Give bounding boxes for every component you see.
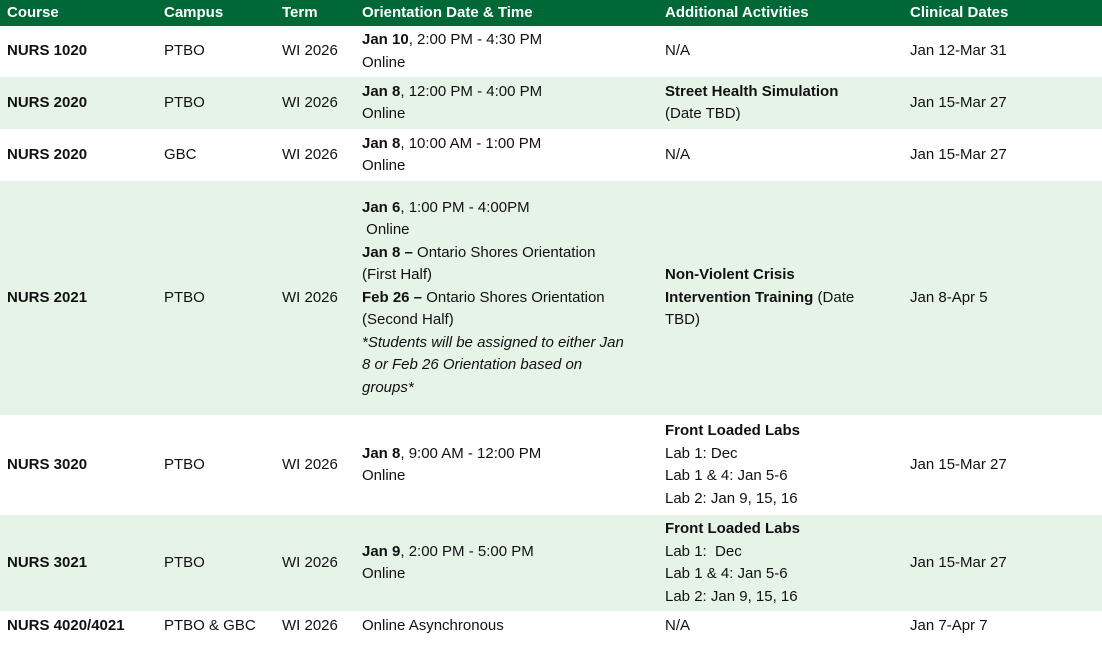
- activities-cell: N/A: [665, 617, 691, 634]
- orientation-mode: Online: [362, 157, 406, 174]
- lab-line: Lab 2: Jan 9, 15, 16: [665, 587, 798, 605]
- activities-cell: N/A: [665, 42, 691, 60]
- term-cell: WI 2026: [282, 455, 338, 473]
- activity-title-text: Intervention Training: [665, 288, 814, 306]
- lab-line: Lab 1 & 4: Jan 5-6: [665, 467, 788, 484]
- orientation-mode: Online: [362, 53, 406, 71]
- activity-note-line-3: TBD): [665, 311, 700, 329]
- orientation-datetime: [362, 443, 658, 466]
- orientation-cell: [355, 26, 658, 77]
- lab-line: Lab 2: Jan 9, 15, 16: [665, 489, 798, 507]
- lab-line: Lab 1: Dec: [665, 542, 742, 560]
- clinical-dates-cell: Jan 7-Apr 7: [910, 617, 988, 634]
- orientation-datetime: [362, 133, 658, 156]
- orientation-session-1: [362, 242, 658, 265]
- table-row: [0, 515, 1102, 611]
- clinical-dates-cell: Jan 15-Mar 27: [910, 145, 1007, 163]
- orientation-footnote-line-1: *Students will be assigned to either Jan: [362, 333, 624, 351]
- session-1-note: (First Half): [362, 266, 432, 284]
- campus-cell: PTBO: [164, 553, 205, 571]
- header-row: [0, 0, 1102, 26]
- orientation-footnote-line-2: 8 or Feb 26 Orientation based on: [362, 356, 583, 374]
- orientation-date: Jan 6: [362, 198, 401, 216]
- orientation-date: Jan 8: [362, 134, 401, 152]
- orientation-date: Jan 8: [362, 444, 401, 462]
- orientation-date: Jan 8: [362, 82, 401, 100]
- orientation-cell: [355, 77, 658, 129]
- course-cell: NURS 1020: [7, 42, 88, 60]
- orientation-session-2: [362, 287, 658, 310]
- orientation-mode: Online: [362, 565, 406, 582]
- course-cell: NURS 4020/4021: [7, 617, 125, 634]
- activity-title-line-2: [665, 287, 903, 310]
- activity-title-line-1: Non-Violent Crisis: [665, 266, 795, 284]
- orientation-time: , 2:00 PM - 5:00 PM: [400, 542, 534, 560]
- table-row: [0, 181, 1102, 415]
- table-row: [0, 77, 1102, 129]
- table-row: [0, 26, 1102, 77]
- orientation-time: , 1:00 PM - 4:00PM: [400, 198, 530, 216]
- lab-line: Lab 1: Dec: [665, 444, 738, 462]
- activity-title: Street Health Simulation: [665, 82, 839, 100]
- table-row: [0, 129, 1102, 181]
- orientation-datetime: [362, 29, 658, 52]
- activity-note-inline: (Date: [813, 288, 855, 306]
- lab-line: Lab 1 & 4: Jan 5-6: [665, 565, 788, 582]
- activities-cell: [658, 515, 903, 611]
- course-cell: NURS 3020: [7, 455, 88, 473]
- course-cell: NURS 3021: [7, 553, 88, 571]
- orientation-cell: [355, 129, 658, 181]
- activity-title: Front Loaded Labs: [665, 422, 800, 439]
- term-cell: WI 2026: [282, 145, 338, 163]
- orientation-footnote-line-3: groups*: [362, 378, 414, 396]
- course-cell: NURS 2020: [7, 93, 88, 111]
- orientation-time: , 12:00 PM - 4:00 PM: [400, 82, 543, 100]
- activity-note: (Date TBD): [665, 105, 741, 122]
- orientation-mode: Online: [362, 221, 410, 239]
- orientation-time: , 2:00 PM - 4:30 PM: [408, 31, 543, 48]
- course-cell: NURS 2020: [7, 145, 88, 163]
- campus-cell: PTBO: [164, 42, 205, 60]
- table-header: [0, 0, 1102, 26]
- term-cell: WI 2026: [282, 93, 338, 111]
- orientation-date: Jan 10: [362, 31, 409, 48]
- session-2-date: Feb 26 –: [362, 288, 423, 306]
- orientation-cell: [355, 415, 658, 515]
- activity-title: Front Loaded Labs: [665, 520, 800, 537]
- orientation-cell: [355, 515, 658, 611]
- orientation-time: , 10:00 AM - 1:00 PM: [400, 134, 542, 152]
- column-header-campus: Campus: [164, 4, 224, 21]
- column-header-course: Course: [7, 4, 59, 21]
- session-2-text: Ontario Shores Orientation: [422, 288, 605, 306]
- orientation-mode: Online: [362, 467, 406, 484]
- term-cell: WI 2026: [282, 617, 338, 634]
- clinical-dates-cell: Jan 15-Mar 27: [910, 553, 1007, 571]
- campus-cell: PTBO: [164, 93, 205, 111]
- orientation-datetime: [362, 541, 658, 564]
- orientation-time: , 9:00 AM - 12:00 PM: [400, 444, 542, 462]
- orientation-datetime: [362, 81, 658, 104]
- orientation-datetime: [362, 197, 658, 220]
- orientation-mode: Online: [362, 105, 406, 122]
- clinical-dates-cell: Jan 8-Apr 5: [910, 288, 988, 306]
- campus-cell: GBC: [164, 145, 197, 163]
- activities-cell: [658, 415, 903, 515]
- term-cell: WI 2026: [282, 42, 338, 60]
- orientation-date: Jan 9: [362, 542, 401, 560]
- orientation-cell: [355, 181, 658, 415]
- session-1-text: Ontario Shores Orientation: [412, 243, 596, 261]
- term-cell: WI 2026: [282, 288, 338, 306]
- column-header-term: Term: [282, 4, 318, 21]
- orientation-cell: Online Asynchronous: [362, 617, 504, 634]
- table-body: [0, 26, 1102, 644]
- session-1-date: Jan 8 –: [362, 243, 413, 261]
- activities-cell: [658, 77, 903, 129]
- session-2-note: (Second Half): [362, 311, 454, 329]
- activities-cell: N/A: [665, 145, 691, 163]
- table-row: [0, 611, 1102, 644]
- column-header-orientation: Orientation Date & Time: [362, 4, 533, 21]
- activities-cell: [658, 181, 903, 415]
- campus-cell: PTBO: [164, 288, 205, 306]
- clinical-dates-cell: Jan 15-Mar 27: [910, 93, 1007, 111]
- column-header-activities: Additional Activities: [665, 4, 809, 21]
- campus-cell: PTBO & GBC: [164, 617, 256, 634]
- campus-cell: PTBO: [164, 455, 205, 473]
- term-cell: WI 2026: [282, 553, 338, 571]
- column-header-clinical-dates: Clinical Dates: [910, 4, 1009, 21]
- table-row: [0, 415, 1102, 515]
- clinical-dates-cell: Jan 12-Mar 31: [910, 42, 1007, 60]
- clinical-dates-cell: Jan 15-Mar 27: [910, 455, 1007, 473]
- course-cell: NURS 2021: [7, 288, 88, 306]
